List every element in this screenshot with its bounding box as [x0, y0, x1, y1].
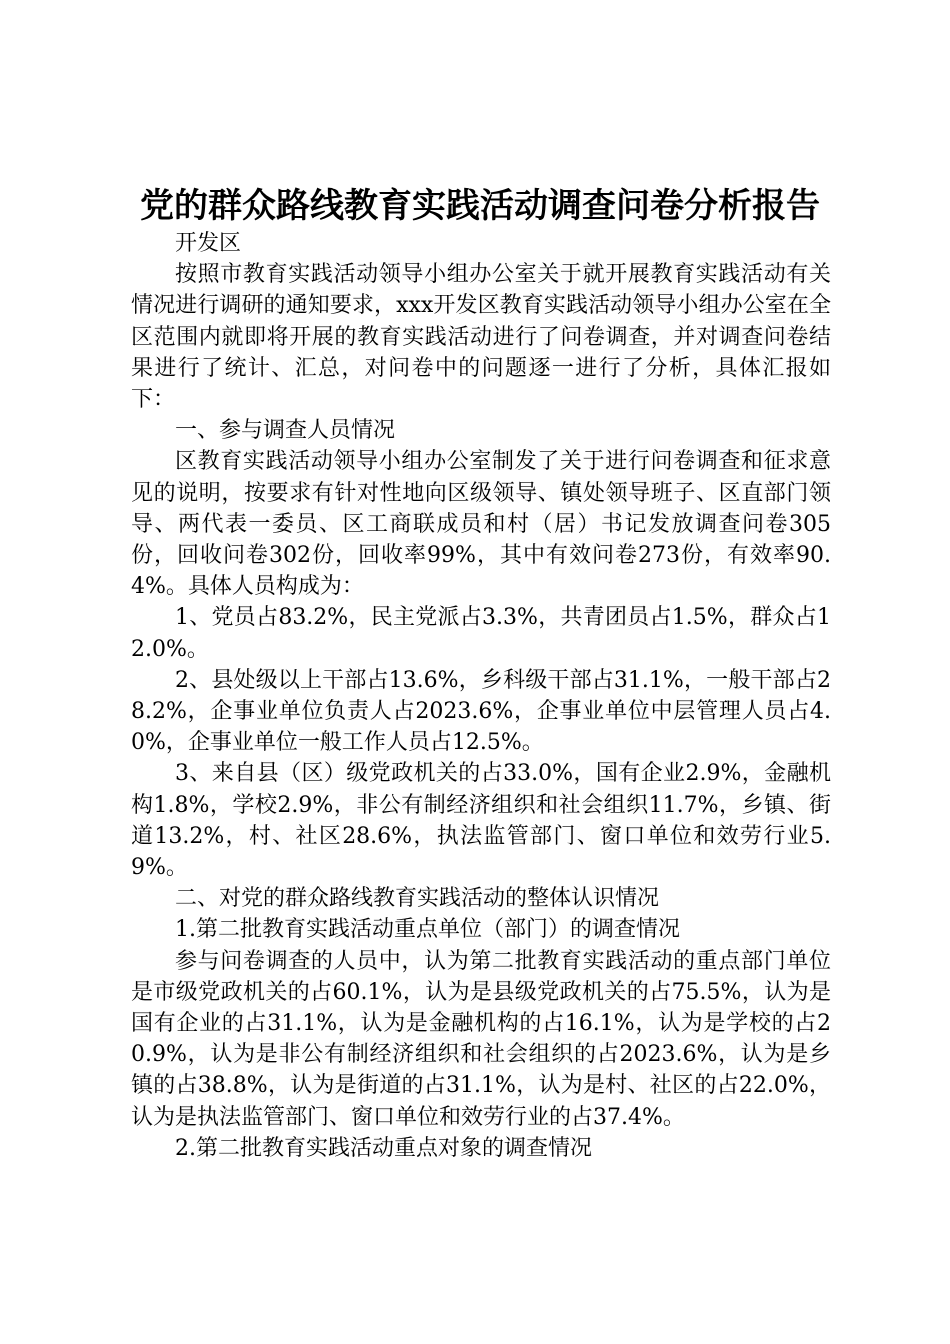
document-title: 党的群众路线教育实践活动调查问卷分析报告 — [140, 186, 820, 226]
document-body — [131, 228, 831, 1164]
paragraph-item-2: 2、县处级以上干部占13.6%，乡科级干部占31.1%，一般干部占28.2%，企事业单位负责人占2023.6%，企事业单位中层管理人员占4.0%，企事业单位一般工作人员占12.5%。 — [131, 667, 831, 756]
paragraph-key-units: 参与问卷调查的人员中，认为第二批教育实践活动的重点部门单位是市级党政机关的占60.1%，认为是县级党政机关的占75.5%，认为是国有企业的占31.1%，认为是金融机构的占16.1%，认为是学校的占20.9%，认为是非公有制经济组织和社会组织的占2023.6%，认为是乡镇的占38.8%，认为是街道的占31.1%，认为是村、社区的占22.0%，认为是执法监管部门、窗口单位和效劳行业的占37.4%。 — [131, 948, 831, 1130]
paragraph-item-3: 3、来自县（区）级党政机关的占33.0%，国有企业2.9%，金融机构1.8%，学校2.9%，非公有制经济组织和社会组织11.7%，乡镇、街道13.2%，村、社区28.6%，执法监管部门、窗口单位和效劳行业5.9%。 — [131, 761, 831, 881]
section-heading-2: 二、对党的群众路线教育实践活动的整体认识情况 — [175, 886, 660, 912]
paragraph-intro: 按照市教育实践活动领导小组办公室关于就开展教育实践活动有关情况进行调研的通知要求，xxx开发区教育实践活动领导小组办公室在全区范围内就即将开展的教育实践活动进行了问卷调查，并对调查问卷结果进行了统计、汇总，对问卷中的问题逐一进行了分析，具体汇报如下： — [131, 262, 831, 413]
paragraph-item-1: 1、党员占83.2%，民主党派占3.3%，共青团员占1.5%，群众占12.0%。 — [131, 605, 831, 662]
subsection-heading-2: 2.第二批教育实践活动重点对象的调查情况 — [175, 1135, 592, 1161]
paragraph-author: 开发区 — [175, 231, 242, 256]
section-heading-1: 一、参与调查人员情况 — [175, 418, 396, 444]
paragraph-survey-description: 区教育实践活动领导小组办公室制发了关于进行问卷调查和征求意见的说明，按要求有针对性地向区级领导、镇处领导班子、区直部门领导、两代表一委员、区工商联成员和村（居）书记发放调查问卷305份，回收问卷302份，回收率99%，其中有效问卷273份，有效率90.4%。具体人员构成为： — [131, 449, 831, 600]
subsection-heading-1: 1.第二批教育实践活动重点单位（部门）的调查情况 — [175, 917, 680, 943]
